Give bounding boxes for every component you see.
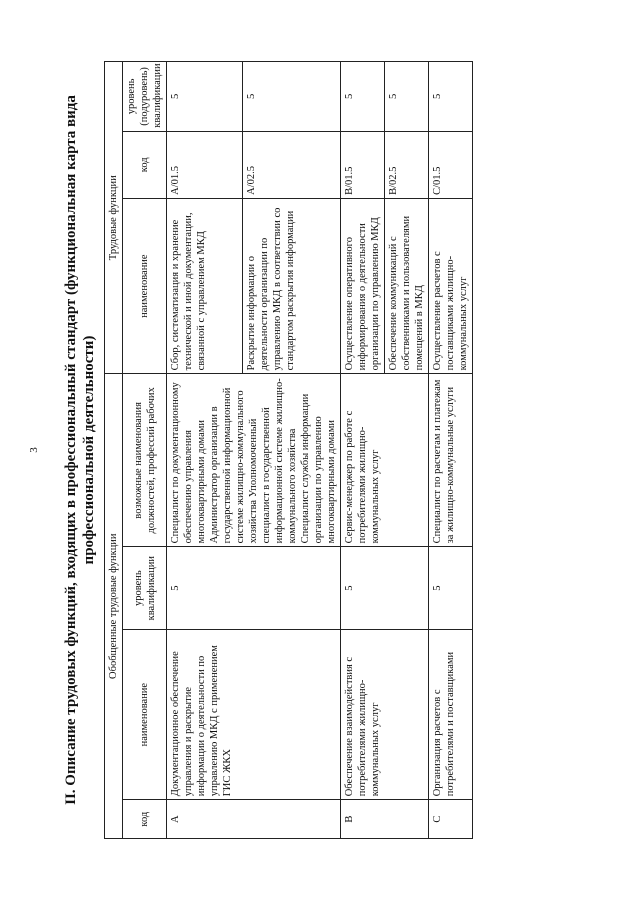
header-tf-level: уровень (подуровень) квалификации xyxy=(123,62,167,132)
tf-code-cell: B/02.5 xyxy=(385,131,429,198)
table-row xyxy=(341,62,385,839)
header-labor: Трудовые функции xyxy=(105,62,123,374)
header-name: наименование xyxy=(123,629,167,799)
header-row-groups xyxy=(105,62,123,839)
otf-code-cell: A xyxy=(167,800,341,839)
table-body xyxy=(167,62,473,839)
tf-code-cell: C/01.5 xyxy=(429,131,473,198)
header-row-columns xyxy=(123,62,167,839)
header-level: уровень квалификации xyxy=(123,547,167,630)
table-row xyxy=(429,62,473,839)
header-tf-code: код xyxy=(123,131,167,198)
tf-level-cell: 5 xyxy=(429,62,473,132)
tf-code-cell: B/01.5 xyxy=(341,131,385,198)
otf-positions-cell: Специалист по документационному обеспечению управления многоквартирными домами Администратор организации в государственной информационной системе жилищно-коммунального хозяйства Уполномоченный специалист в государственной информационной системе жилищно-коммунального хозяйства Специалист службы информации организации по управлению многоквартирными домами xyxy=(167,374,341,547)
otf-name-cell: Организация расчетов с потребителями и поставщиками xyxy=(429,629,473,799)
tf-level-cell: 5 xyxy=(242,62,340,132)
tf-name-cell: Сбор, систематизация и хранение технической и иной документации, связанной с управлением МКД xyxy=(167,198,243,374)
otf-level-cell: 5 xyxy=(341,547,429,630)
otf-positions-cell: Специалист по расчетам и платежам за жилищно-коммунальные услуги xyxy=(429,374,473,547)
otf-code-cell: B xyxy=(341,800,429,839)
title-line-1: II. Описание трудовых функций, входящих в профессиональный стандарт (функциональная карта вида xyxy=(63,95,79,805)
tf-name-cell: Обеспечение коммуникаций с собственниками и пользователями помещений в МКД xyxy=(385,198,429,374)
tf-name-cell: Осуществление оперативного информирования о деятельности организации по управлению МКД xyxy=(341,198,385,374)
tf-level-cell: 5 xyxy=(341,62,385,132)
header-positions: возможные наименования должностей, профессий рабочих xyxy=(123,374,167,547)
header-generalized: Обобщенные трудовые функции xyxy=(105,374,123,839)
title-line-2: профессиональной деятельности) xyxy=(81,335,97,565)
rotated-page xyxy=(40,55,600,845)
tf-code-cell: A/02.5 xyxy=(242,131,340,198)
table-row xyxy=(167,62,243,839)
otf-name-cell: Обеспечение взаимодействия с потребителями жилищно-коммунальных услуг xyxy=(341,629,429,799)
otf-code-cell: C xyxy=(429,800,473,839)
functional-map-table xyxy=(104,61,473,839)
page-title xyxy=(62,55,98,845)
tf-level-cell: 5 xyxy=(167,62,243,132)
otf-positions-cell: Сервис-менеджер по работе с потребителями жилищно-коммунальных услуг xyxy=(341,374,429,547)
tf-name-cell: Раскрытие информации о деятельности организации по управлению МКД в соответствии со стандартом раскрытия информации xyxy=(242,198,340,374)
otf-level-cell: 5 xyxy=(429,547,473,630)
tf-name-cell: Осуществление расчетов с поставщиками жилищно-коммунальных услуг xyxy=(429,198,473,374)
tf-level-cell: 5 xyxy=(385,62,429,132)
otf-level-cell: 5 xyxy=(167,547,341,630)
otf-name-cell: Документационное обеспечение управления и раскрытие информации о деятельности по управлению МКД с применением ГИС ЖКХ xyxy=(167,629,341,799)
header-code: код xyxy=(123,800,167,839)
page-number: 3 xyxy=(28,447,40,453)
header-tf-name: наименование xyxy=(123,198,167,374)
tf-code-cell: A/01.5 xyxy=(167,131,243,198)
